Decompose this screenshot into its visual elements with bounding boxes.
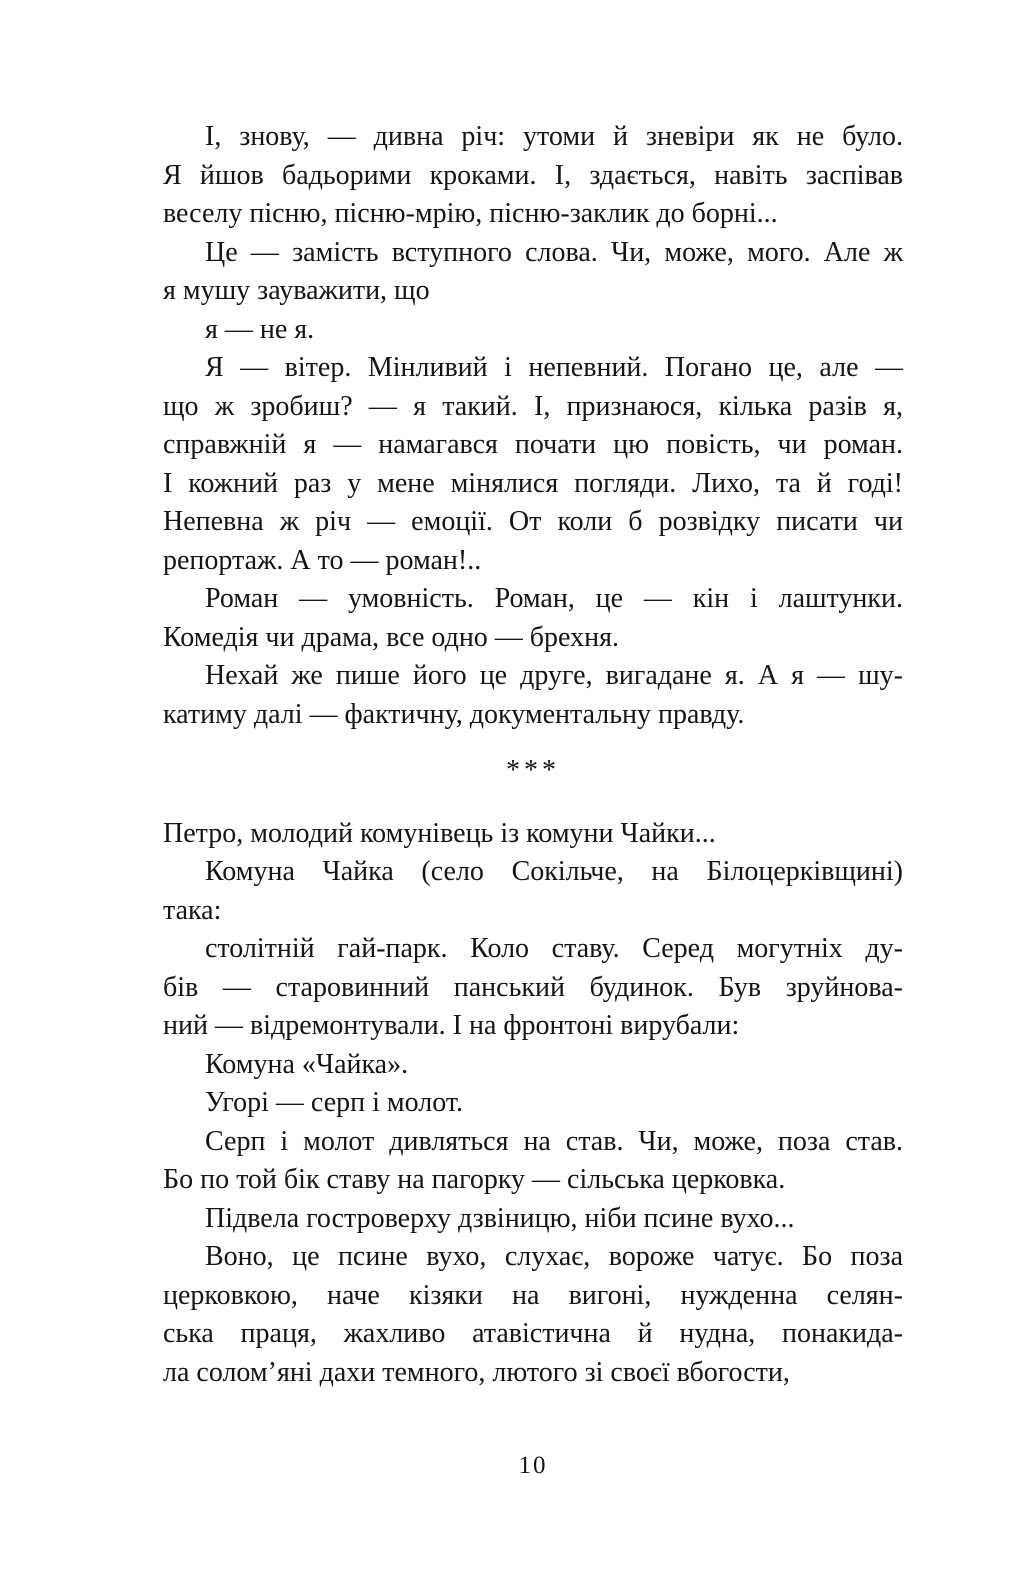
text-line: репортаж. А то — роман!.. <box>163 544 482 576</box>
text-line: така: <box>163 894 222 926</box>
text-line: церковкою, наче кізяки на вигоні, нужденна селян- <box>163 1279 903 1311</box>
page-text <box>163 118 903 1392</box>
text-line: ний — відремонтували. І на фронтоні вирубали: <box>163 1010 740 1041</box>
paragraph <box>163 234 903 311</box>
text-line: Воно, це псине вухо, слухає, вороже чатує. Бо поза <box>205 1241 903 1272</box>
text-line: Це — замість вступного слова. Чи, може, мого. Але ж <box>205 236 903 268</box>
text-line: Комуна Чайка (село Сокільче, на Білоцерківщині) <box>205 856 903 887</box>
text-line: веселу пісню, пісню-мрію, пісню-заклик до борні... <box>163 198 778 229</box>
paragraph <box>163 349 903 580</box>
text-line: Петро, молодий комунівець із комуни Чайки... <box>163 817 716 849</box>
paragraph <box>163 1046 903 1085</box>
text-line: я — не я. <box>205 313 315 345</box>
text-line: Комедія чи драма, все одно — брехня. <box>163 621 619 653</box>
text-line: Нехай же пише його це друге, вигадане я. А я — шу- <box>205 660 903 691</box>
text-line: справжній я — намагався почати цю повість, чи роман. <box>163 429 903 460</box>
text-line: Непевна ж річ — емоції. От коли б розвідку писати чи <box>163 506 903 537</box>
paragraph <box>163 1200 903 1239</box>
paragraph <box>163 1238 903 1392</box>
paragraph <box>163 657 903 734</box>
text-line: Підвела гостроверху дзвіницю, ніби псине вухо... <box>205 1202 795 1234</box>
paragraph <box>163 930 903 1046</box>
text-line: ла солом’яні дахи темного, лютого зі своєї вбогости, <box>163 1356 790 1388</box>
paragraph <box>163 580 903 657</box>
text-line: І кожний раз у мене мінялися погляди. Лихо, та й годі! <box>163 467 903 499</box>
text-line: катиму далі — фактичну, документальну правду. <box>163 698 745 730</box>
text-line: Угорі — серп і молот. <box>205 1087 463 1118</box>
paragraph <box>163 1123 903 1200</box>
text-line: Комуна «Чайка». <box>205 1048 409 1080</box>
page-number: 10 <box>518 1452 548 1479</box>
text-line: я мушу зауважити, що <box>163 275 430 306</box>
paragraph <box>163 311 903 350</box>
text-line: ська праця, жахливо атавістична й нудна, понакида- <box>163 1318 903 1349</box>
paragraph <box>163 853 903 930</box>
text-line: бів — старовинний панський будинок. Був зруйнова- <box>163 971 903 1003</box>
text-line: Роман — умовність. Роман, це — кін і лаштунки. <box>205 583 903 614</box>
text-line: Я — вітер. Мінливий і непевний. Погано це, але — <box>205 352 903 383</box>
section-separator: *** <box>506 755 560 786</box>
text-line: що ж зробиш? — я такий. І, признаюся, кілька разів я, <box>163 390 903 422</box>
text-line: Серп і молот дивляться на став. Чи, може, поза став. <box>205 1125 903 1157</box>
paragraph <box>163 815 903 854</box>
text-line: І, знову, — дивна річ: утоми й зневіри як не було. <box>205 121 903 152</box>
text-line: Бо по той бік ставу на пагорку — сільська церковка. <box>163 1164 786 1195</box>
paragraph <box>163 1084 903 1123</box>
paragraph <box>163 118 903 234</box>
text-line: Я йшов бадьорими кроками. І, здається, навіть заспівав <box>163 159 903 191</box>
text-line: столітній гай-парк. Коло ставу. Серед могутніх ду- <box>205 933 903 964</box>
